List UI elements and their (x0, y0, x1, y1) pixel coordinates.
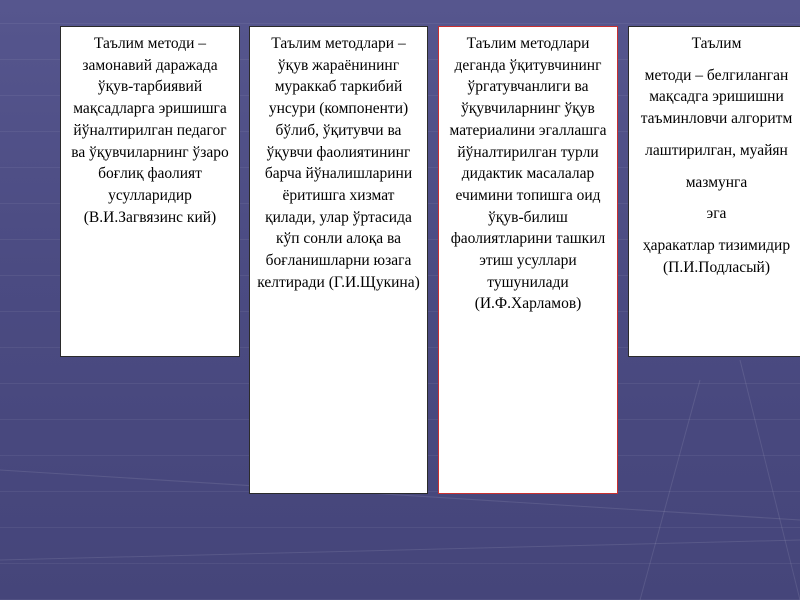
card-paragraph: Таълим (691, 35, 742, 52)
card-paragraph: методи – белгиланган мақсадга эришишни таъминловчи алгоритм (640, 66, 793, 128)
card-paragraph: лаштирилган, муайян (645, 141, 788, 159)
definition-card-shchukina (249, 26, 428, 494)
card-text: Таълим методлари деганда ўқитувчининг ўргатувчанлиги ва ўқувчиларнинг ўқув материалини эгаллашга йўналтирилган турли дидактик масалалар ечимини топишга оид ўқув-билиш фаолиятларини ташкил этиш усуллари тушунилади (И.Ф.Харламов) (449, 35, 607, 313)
card-paragraph: ҳаракатлар тизимидир (П.И.Подласый) (642, 236, 791, 276)
definition-card-zagvyazinsky (60, 26, 240, 357)
definition-card-kharlamov (438, 26, 618, 494)
card-paragraph: мазмунга (685, 173, 748, 191)
card-text: Таълим методи – замонавий даражада ўқув-тарбиявий мақсадларга эришишга йўналтирилган педагог ва ўқувчиларнинг ўзаро боғлиқ фаолият усулларидир (В.И.Загвязинс кий) (71, 35, 229, 226)
definition-card-podlasy (628, 26, 800, 357)
card-paragraph: эга (706, 205, 727, 223)
card-text: Таълим методлари – ўқув жараёнининг мураккаб таркибий унсури (компоненти) бўлиб, ўқитувчи ва ўқувчи фаолиятининг барча йўналишларини ёритишга хизмат қилади, улар ўртасида кўп сонли алоқа ва боғланишларни юзага келтиради (Г.И.Щукина) (257, 35, 420, 291)
